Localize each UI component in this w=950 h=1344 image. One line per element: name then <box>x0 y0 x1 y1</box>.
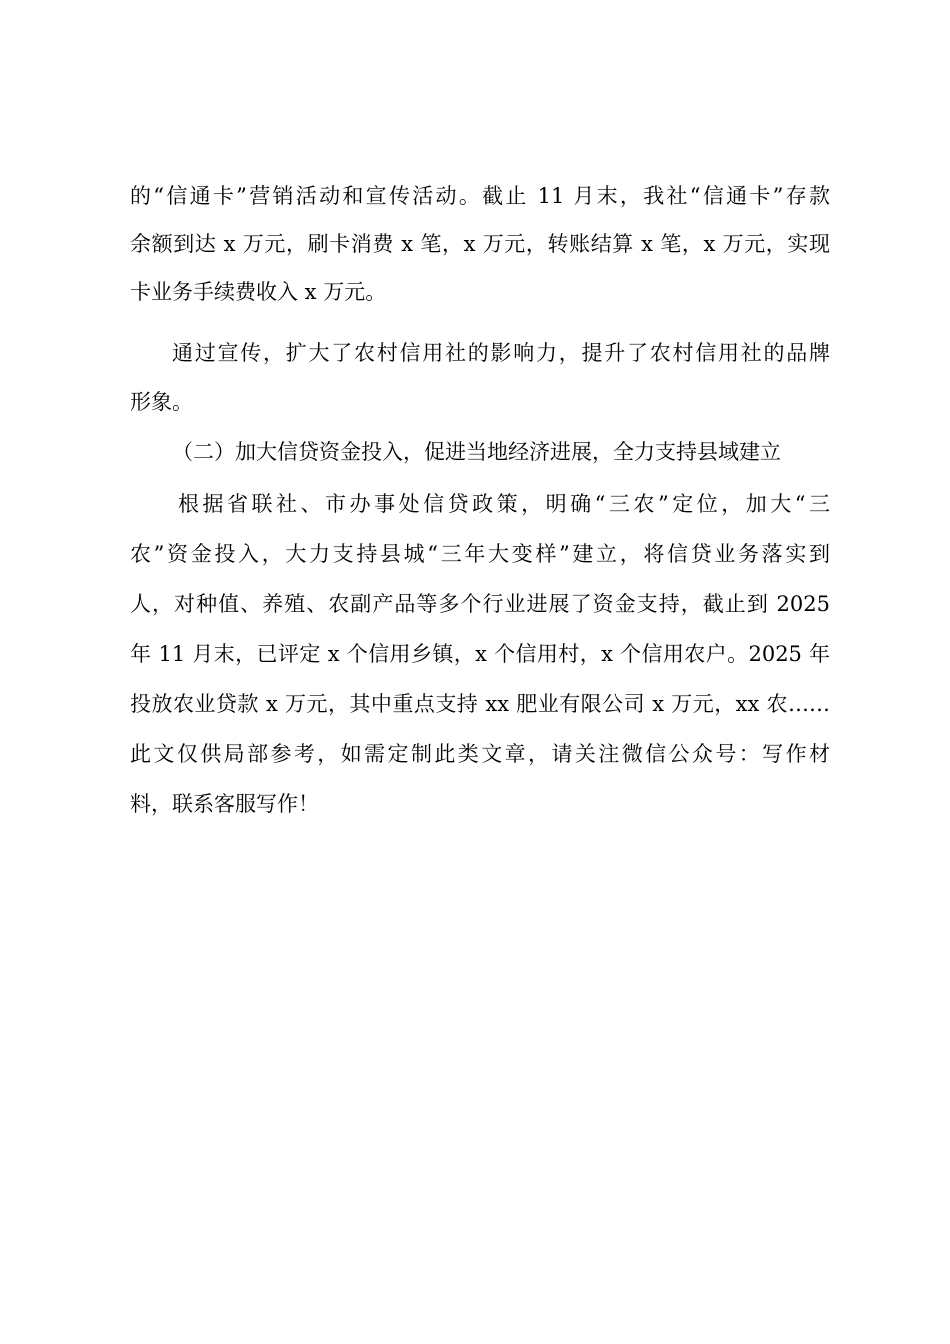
paragraph-line: 的“信通卡”营销活动和宣传活动。截止 11 月末，我社“信通卡”存款 <box>130 184 830 208</box>
paragraph-line: 年 11 月末，已评定 x 个信用乡镇，x 个信用村，x 个信用农户。2025 年 <box>130 642 830 666</box>
paragraph-line: 料，联系客服写作！ <box>130 792 319 816</box>
section-heading: （二）加大信贷资金投入，促进当地经济进展，全力支持县域建立 <box>172 440 781 464</box>
paragraph-line: 根据省联社、市办事处信贷政策，明确“三农”定位，加大“三 <box>178 492 830 516</box>
paragraph-line: 余额到达 x 万元，刷卡消费 x 笔，x 万元，转账结算 x 笔，x 万元，实现 <box>130 232 830 256</box>
paragraph-line: 通过宣传，扩大了农村信用社的影响力，提升了农村信用社的品牌 <box>172 341 830 365</box>
paragraph-line: 人，对种值、养殖、农副产品等多个行业进展了资金支持，截止到 2025 <box>130 592 830 616</box>
paragraph-line: 此文仅供局部参考，如需定制此类文章，请关注微信公众号：写作材 <box>130 742 830 766</box>
paragraph-line: 农”资金投入，大力支持县城“三年大变样”建立，将信贷业务落实到 <box>130 542 830 566</box>
paragraph-line: 卡业务手续费收入 x 万元。 <box>130 280 387 304</box>
paragraph-line: 投放农业贷款 x 万元，其中重点支持 xx 肥业有限公司 x 万元，xx 农…… <box>130 692 830 716</box>
paragraph-line: 形象。 <box>130 390 193 414</box>
